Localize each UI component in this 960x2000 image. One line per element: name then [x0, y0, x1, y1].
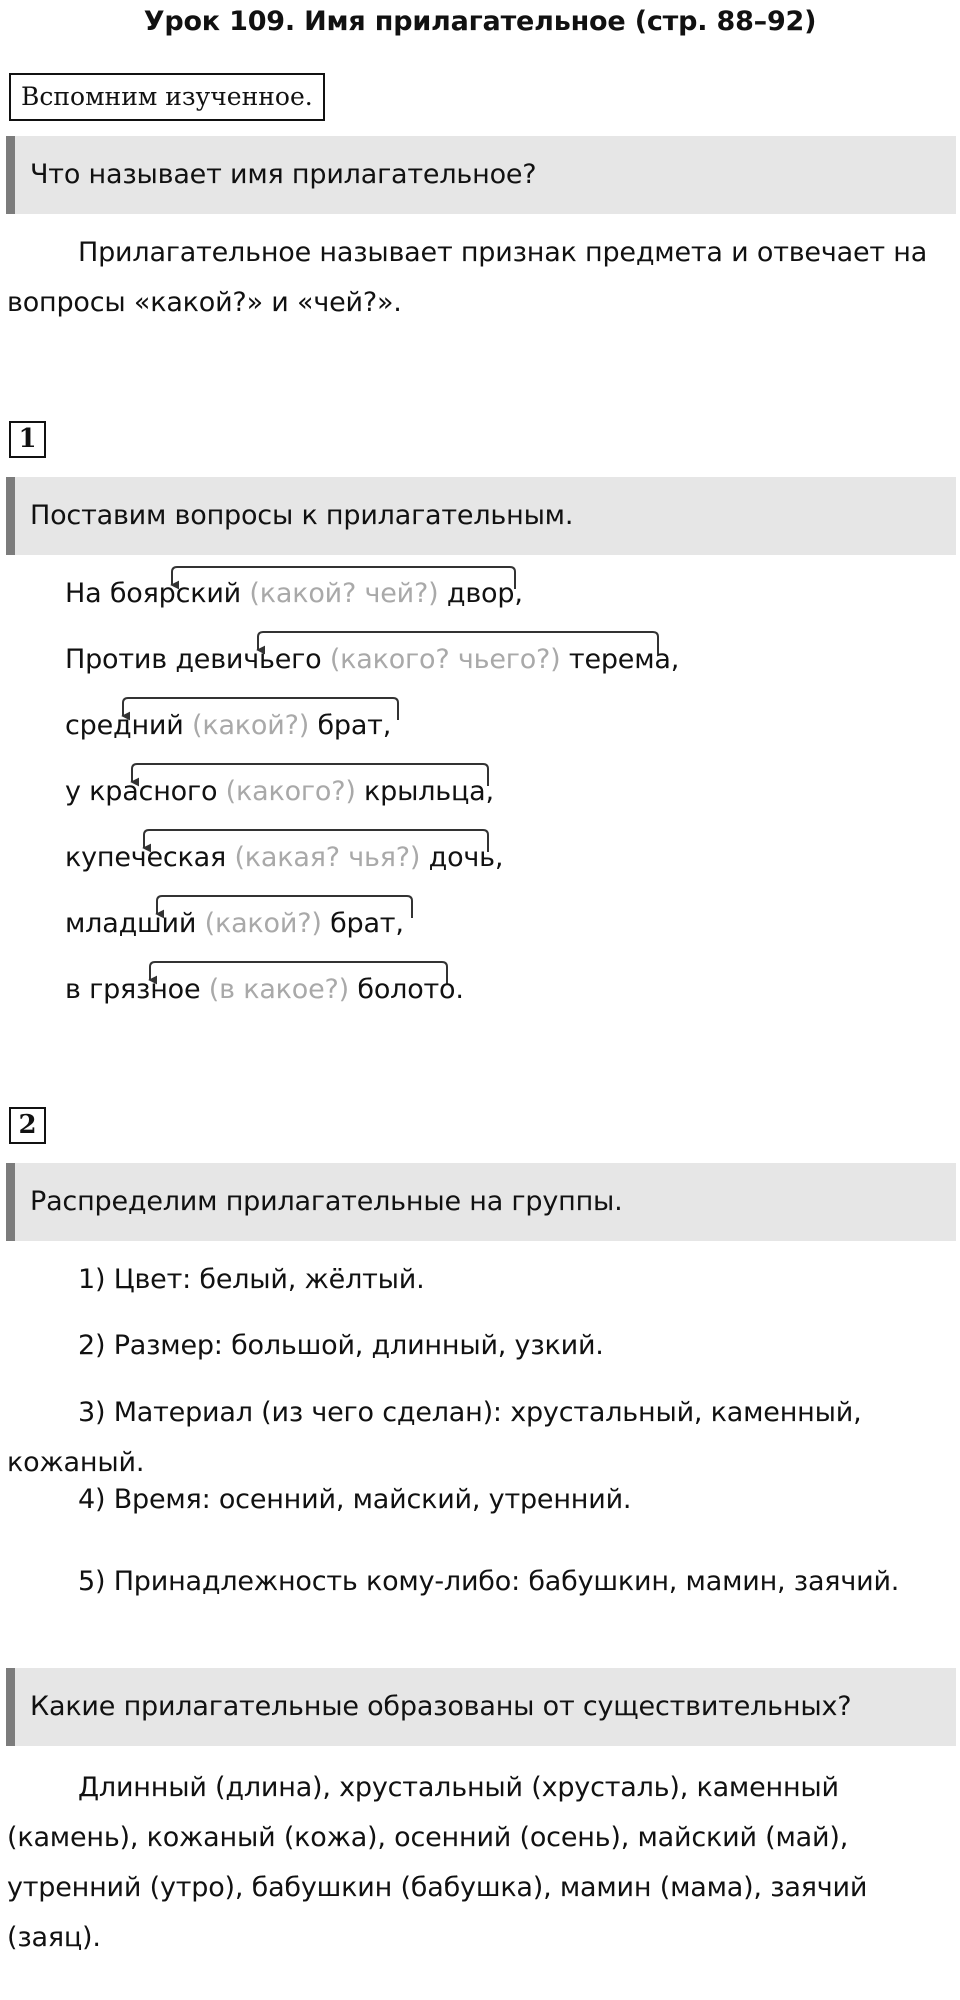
- task-1-line-4: [65, 772, 494, 812]
- task-1-line-4-adj: у красного: [65, 776, 218, 807]
- task-1-line-7-question: (в какое?): [208, 974, 349, 1005]
- task-1-line-2-adj: Против девичьего: [65, 644, 322, 675]
- task-2-group-4-text: 4) Время: осенний, майский, утренний.: [78, 1484, 632, 1515]
- task-1-line-1-noun: двор,: [446, 578, 523, 609]
- task-1-line-7: [65, 970, 464, 1010]
- task-1-line-6-noun: брат,: [330, 908, 404, 939]
- task-2-group-5-text: 5) Принадлежность кому-либо: бабушкин, мамин, заячий.: [78, 1566, 900, 1597]
- task-1-line-1-adj: На боярский: [65, 578, 242, 609]
- task-1-line-3-noun: брат,: [317, 710, 392, 741]
- task-2-instruction: Распределим прилагательные на группы.: [30, 1186, 623, 1217]
- task-1-line-5-question: (какая? чья?): [234, 842, 421, 873]
- task-2-group-1-text: 1) Цвет: белый, жёлтый.: [78, 1264, 425, 1295]
- recall-label: Вспомним изученное.: [9, 73, 325, 121]
- task-1-line-5-noun: дочь,: [428, 842, 504, 873]
- task-1-line-2-question: (какого? чьего?): [329, 644, 561, 675]
- task-2-group-2-text: 2) Размер: большой, длинный, узкий.: [78, 1330, 604, 1361]
- task-2-group-3-text: 3) Материал (из чего сделан): хрустальный, каменный, кожаный.: [7, 1397, 862, 1478]
- task-2-group-3: [7, 1388, 952, 1488]
- task-1-line-1: [65, 574, 523, 614]
- task-2-group-4: [7, 1475, 952, 1525]
- task-1-line-5-adj: купеческая: [65, 842, 227, 873]
- task-1-line-7-noun: болото.: [357, 974, 464, 1005]
- task-1-line-6-question: (какой?): [204, 908, 322, 939]
- task-1-number: 1: [9, 421, 46, 458]
- page-title: Урок 109. Имя прилагательное (стр. 88–92): [143, 6, 817, 37]
- task-1-line-7-adj: в грязное: [65, 974, 201, 1005]
- task-2-group-1: [7, 1255, 952, 1305]
- task-2-number: 2: [9, 1107, 46, 1144]
- recall-question: Что называет имя прилагательное?: [30, 159, 537, 190]
- task-2-instruction-band: [6, 1163, 956, 1241]
- task-1-line-4-noun: крыльца,: [364, 776, 494, 807]
- task-2-question-band: [6, 1668, 956, 1746]
- task-1-line-4-question: (какого?): [225, 776, 356, 807]
- task-2-group-5: [7, 1557, 952, 1607]
- task-1-line-3-adj: средний: [65, 710, 184, 741]
- task-1-line-2-noun: терема,: [568, 644, 680, 675]
- task-1-line-6: [65, 904, 404, 944]
- task-1-line-6-adj: младший: [65, 908, 197, 939]
- task-1-instruction: Поставим вопросы к прилагательным.: [30, 500, 574, 531]
- task-2-answer-text: Длинный (длина), хрустальный (хрусталь), каменный (камень), кожаный (кожа), осенний (осень), майский (май), утренний (утро), бабушкин (бабушка), мамин (мама), заячий (заяц).: [7, 1772, 868, 1953]
- task-2-group-2: [7, 1321, 952, 1371]
- task-1-line-1-question: (какой? чей?): [249, 578, 439, 609]
- task-1-line-5: [65, 838, 503, 878]
- task-2-question: Какие прилагательные образованы от существительных?: [30, 1691, 852, 1722]
- task-1-line-3: [65, 706, 391, 746]
- task-2-answer: [7, 1763, 952, 1963]
- task-1-line-2: [65, 640, 679, 680]
- task-1-line-3-question: (какой?): [192, 710, 310, 741]
- recall-answer-text: Прилагательное называет признак предмета и отвечает на вопросы «какой?» и «чей?».: [7, 237, 928, 318]
